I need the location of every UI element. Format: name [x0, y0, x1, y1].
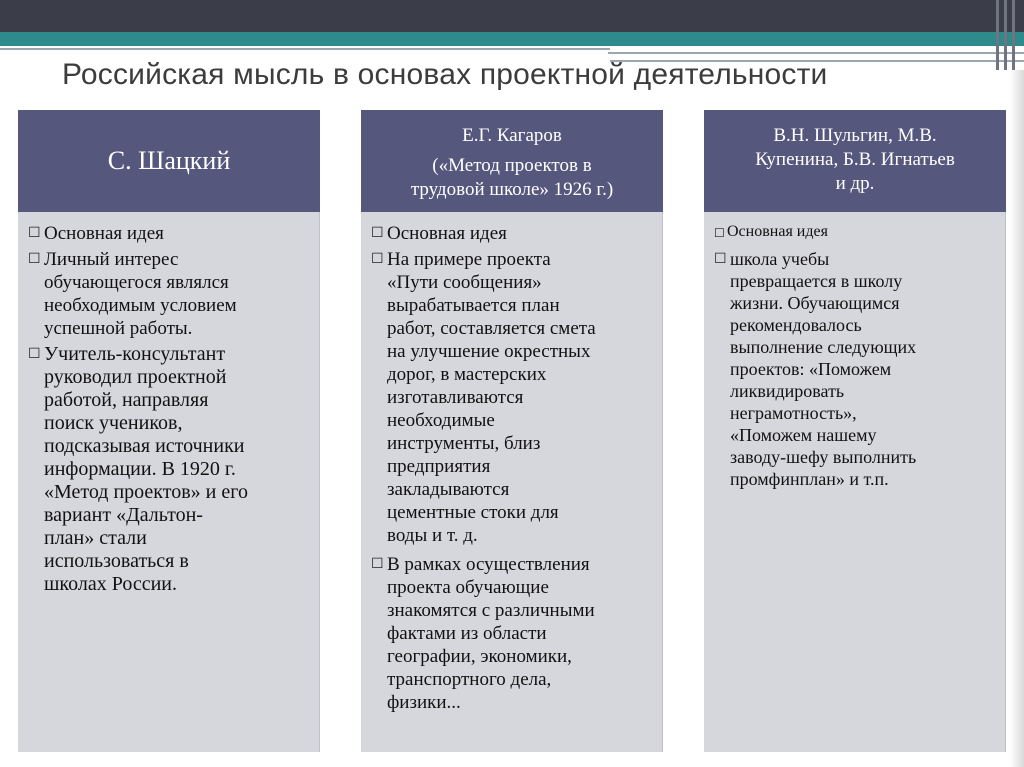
bullet-item — [28, 222, 307, 245]
bullet-item — [28, 343, 307, 596]
bullet-box-icon: ☐ — [371, 252, 384, 267]
bullet-box-icon: ☐ — [714, 252, 727, 267]
column-body — [361, 212, 663, 752]
bullet-text: На примере проекта «Пути сообщения» вырабатывается план работ, составляется смета на улучшение окрестных дорог, в мастерских изготавливаются необходимые инструменты, близ предприятия закладываются цементные стоки для воды и т. д. — [387, 249, 596, 546]
bullet-box-icon: ☐ — [28, 252, 41, 267]
bullet-box-icon: ☐ — [714, 226, 725, 240]
bullet-item — [714, 248, 993, 490]
top-dark-bar — [0, 0, 1024, 32]
bullet-item — [28, 248, 307, 340]
header-name: В.Н. Шульгин, М.В. Купенина, Б.В. Игнатьев и др. — [755, 125, 955, 194]
slide-title: Российская мысль в основах проектной деятельности — [62, 58, 828, 91]
column-body — [18, 212, 320, 752]
column-body — [704, 212, 1006, 752]
right-edge-shadow — [1010, 70, 1024, 767]
bullet-text: Учитель-консультант руководил проектной работой, направляя поиск учеников, подсказывая источники информации. В 1920 г. «Метод проектов» и его вариант «Дальтон- план» стали использоваться в школах России. — [44, 343, 248, 595]
deco-line-2 — [608, 52, 1024, 54]
bullet-item — [371, 553, 650, 714]
column-header — [704, 110, 1006, 212]
column-kagarov — [361, 110, 663, 752]
bullet-box-icon: ☐ — [28, 226, 41, 241]
header-subtitle: («Метод проектов в трудовой школе» 1926 г.) — [410, 155, 614, 200]
deco-line-1 — [0, 48, 610, 50]
bullet-text: школа учебы превращается в школу жизни. Обучающимся рекомендовалось выполнение следующих проектов: «Поможем ликвидировать неграмотность», «Поможем нашему заводу-шефу выполнить промфинплан» и т.п. — [730, 249, 917, 489]
bullet-item — [714, 222, 993, 245]
bullet-text: Личный интерес обучающегося являлся необходимым условием успешной работы. — [44, 249, 237, 339]
bullet-text: Основная идея — [727, 223, 828, 240]
header-name: С. Шацкий — [107, 146, 231, 175]
bullet-box-icon: ☐ — [371, 557, 384, 572]
header-name: Е.Г. Кагаров — [462, 125, 562, 146]
bullet-box-icon: ☐ — [28, 347, 41, 362]
column-shulgin — [704, 110, 1006, 752]
bullet-text: В рамках осуществления проекта обучающие знакомятся с различными фактами из области географии, экономики, транспортного дела, физики... — [387, 554, 595, 713]
bullet-item — [371, 248, 650, 547]
bullet-item — [371, 222, 650, 245]
bullet-box-icon: ☐ — [371, 226, 384, 241]
deco-vbar-2 — [1004, 0, 1007, 70]
column-header — [361, 110, 663, 212]
bullet-text: Основная идея — [44, 223, 164, 244]
deco-vbar-3 — [1012, 0, 1015, 70]
deco-vbar-1 — [996, 0, 999, 70]
column-header — [18, 110, 320, 212]
column-shatsky — [18, 110, 320, 752]
teal-band — [0, 32, 1024, 46]
bullet-text: Основная идея — [387, 223, 507, 244]
